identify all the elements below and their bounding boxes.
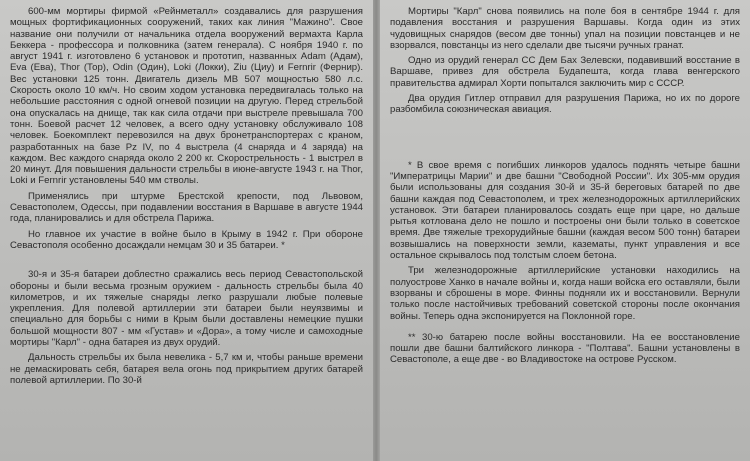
paragraph: 30-я и 35-я батареи доблестно сражались весь период Севастопольской обороны и были весьма грозным оружием - дальность стрельбы была 40 километров, и их тяжелые снаряды легко разрушали любые полевые укрепления. Для полевой артиллерии эти батареи были неуязвимы и специально для борьбы с ними в Крым были доставлены немецкие пушки большой мощности 807 - мм «Густав» и «Дора», а тому числе и самоходные мортиры "Карл" - одна батарея из двух орудий. <box>10 269 363 349</box>
right-block-footnote-2 <box>390 332 740 366</box>
paragraph: Одно из орудий генерал СС Дем Бах Зелевски, подавивший восстание в Варшаве, привез для обстрела Будапешта, когда глава венгерского правительства адмирал Хорти попытался заключить мир с СССР. <box>390 55 740 89</box>
spacer <box>390 126 740 160</box>
right-block-warsaw <box>390 6 740 116</box>
left-block-mortar-history <box>10 6 363 251</box>
panel-divider <box>373 0 380 461</box>
paragraph: Мортиры "Карл" снова появились на поле боя в сентябре 1944 г. для подавления восстания и разрушения Варшавы. Когда один из этих чудовищных снарядов (весом две тонны) упал на позиции повстанцев и не взорвался, повстанцы из него сделали две тысячи ручных гранат. <box>390 6 740 51</box>
right-block-footnote-1 <box>390 160 740 322</box>
footnote-paragraph: Три железнодорожные артиллерийские установки находились на полуострове Ханко в начале войны и, когда наши войска его оставляли, были взорваны и сброшены в море. Финны подняли их и восстановили. Вернули только после настойчивых требований советской стороны после окончания войны. Теперь одна экспонируется на Поклонной горе. <box>390 265 740 322</box>
paragraph: Дальность стрельбы их была невелика - 5,7 км и, чтобы раньше времени не демаскировать себя, батарея вела огонь под прикрытием других батарей полевой артиллерии. По 30-й <box>10 352 363 386</box>
left-block-batteries <box>10 269 363 386</box>
footnote-paragraph: * В свое время с погибших линкоров удалось поднять четыре башни "Императрицы Марии" и две башни "Свободной России". Их 305-мм орудия были использованы для создания 30-й и 35-й береговых батарей по две башни каждая под Севастополем, и трех железнодорожных артиллерийских установок. Эти батареи планировалось создать еще при царе, но дальше рытья котлована дело не пошло и построены они были только в советское время. Две тяжелые трехорудийные башни (каждая весом 500 тонн) батареи возвышались на поверхности земли, казематы, пункт управления и все остальное скрывалось под толстым слоем бетона. <box>390 159 740 262</box>
paragraph: Два орудия Гитлер отправил для разрушения Парижа, но их по дороге разбомбила союзническая авиация. <box>390 93 740 116</box>
right-text-panel <box>380 0 750 461</box>
paragraph: 600-мм мортиры фирмой «Рейнметалл» создавались для разрушения мощных фортификационных сооружений, таких как линия "Мажино". Свое название они получили от начальника отдела вооружений вермахта Карла Беккера - профессора и полковника (затем генерала). С ноября 1940 г. по август 1941 г. изготовлено 6 установок и прототип, названных Adam (Адам), Eva (Ева), Thor (Тор), Odin (Один), Loki (Локки), Ziu (Циу) и Fernrir (Фернир). Вес установки 125 тонн. Двигатель дизель МВ 507 мощностью 580 л.с. Скорость около 10 км/ч. Но своим ходом установка передвигалась только на небольшие расстояния с одной огневой позиции на другую. Перед стрельбой она опускалась на днище, так как сила отдачи при выстреле превышала 700 тонн. Боевой расчет 12 человек, а всего одну установку обслуживало 108 человек. Боекомплект перевозился на двух бронетранспортерах с краном, разработанных на базе Pz IV, по 4 выстрела (4 снаряда и 4 заряда) на каждом. Вес каждого снаряда около 2 200 кг. Скорострельность - 1 выстрел в 20 минут. Для повышения дальности стрельбы в июне-августе 1943 г. на Thor, Loki и Fernrir установлены 540 мм стволы. <box>10 6 363 187</box>
spacer <box>10 261 363 269</box>
left-text-panel <box>0 0 373 461</box>
paragraph: Применялись при штурме Брестской крепости, под Львовом, Севастополем, Одессы, при подавлении восстания в Варшаве в августе 1944 года, планировались и для обстрела Парижа. <box>10 190 363 225</box>
footnote-paragraph: ** 30-ю батарею после войны восстановили. На ее восстановление пошли две башни балтийского линкора - "Полтава". Башни установлены в Севастополе, а еще две - во Владивостоке на острове Русском. <box>390 331 740 366</box>
paragraph: Но главное их участие в войне было в Крыму в 1942 г. При обороне Севастополя особенно досаждали немцам 30 и 35 батареи. * <box>10 228 363 251</box>
